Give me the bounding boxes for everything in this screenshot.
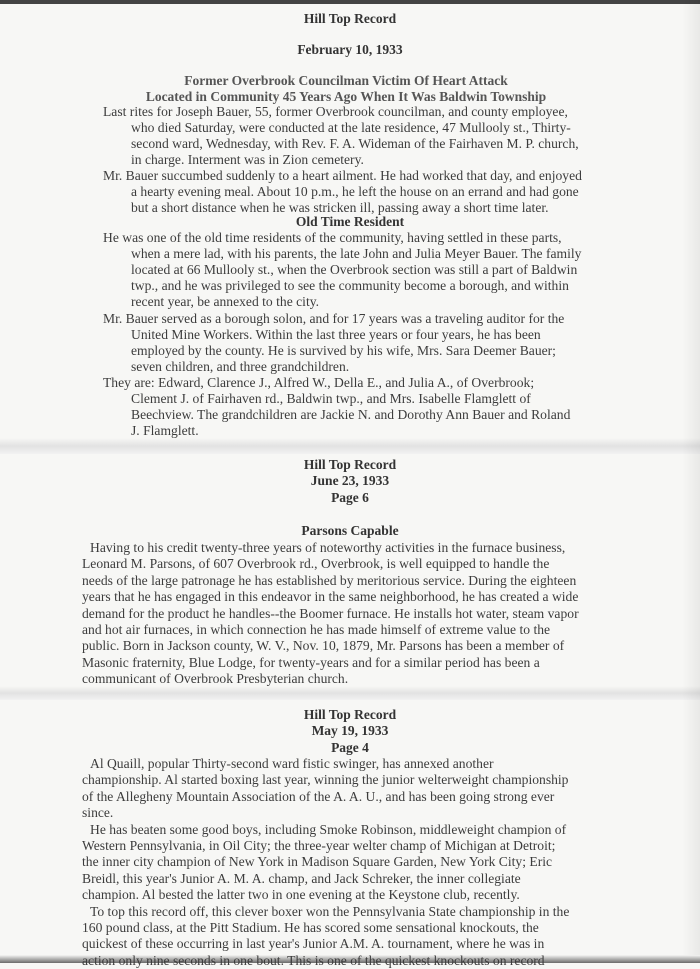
text-line: twp., and he was privileged to see the community become a borough, and within bbox=[131, 278, 569, 294]
text-line: when a mere lad, with his parents, the late John and Julia Meyer Bauer. The family bbox=[131, 246, 582, 262]
scan-top-edge bbox=[0, 0, 700, 4]
text-line: demand for the product he handles--the Boomer furnace. He installs hot water, steam vapor bbox=[82, 605, 579, 621]
text-line: the inner city champion of New York in Madison Square Garden, New York City; Eric bbox=[82, 854, 553, 870]
text-line: second ward, Wednesday, with Rev. F. A. Wideman of the Fairhaven M. P. church, bbox=[131, 136, 579, 151]
text-line: Western Pennsylvania, in Oil City; the three-year welter champ of Michigan at Detroit; bbox=[82, 838, 556, 853]
text-line: public. Born in Jackson county, W. V., Nov. 10, 1879, Mr. Parsons has been a member of bbox=[82, 638, 565, 654]
article-date: February 10, 1933 bbox=[297, 42, 403, 57]
text-line: United Mine Workers. Within the last three years or four years, he has been bbox=[131, 326, 541, 342]
article-subheadline: Located in Community 45 Years Ago When It Was Baldwin Township bbox=[145, 89, 547, 104]
text-line: Masonic fraternity, Blue Lodge, for twenty-years and for a similar period has been a bbox=[82, 654, 540, 670]
text-line: of the Allegheny Mountain Association of the A. A. U., and has been going strong ever bbox=[82, 788, 555, 804]
page-fold-divider bbox=[0, 438, 700, 454]
text-line: He was one of the old time residents of the community, having settled in these parts, bbox=[103, 230, 562, 245]
text-line: Having to his credit twenty-three years of noteworthy activities in the furnace business, bbox=[90, 540, 566, 555]
text-line: communicant of Overbrook Presbyterian church. bbox=[82, 671, 349, 687]
newspaper-name: Hill Top Record bbox=[303, 707, 397, 722]
text-line: To top this record off, this clever boxer won the Pennsylvania State championship in the bbox=[90, 903, 570, 919]
text-line: needs of the large patronage he has established by meritorious service. During the eighteen bbox=[82, 572, 577, 588]
text-line: He has beaten some good boys, including Smoke Robinson, middleweight champion of bbox=[90, 821, 567, 837]
text-line: who died Saturday, were conducted at the late residence, 47 Mullooly st., Thirty- bbox=[131, 120, 571, 135]
text-line: They are: Edward, Clarence J., Alfred W., Della E., and Julia A., of Overbrook; bbox=[103, 374, 535, 390]
text-line: located at 66 Mullooly st., when the Overbrook section was still a part of Baldwin bbox=[131, 262, 578, 278]
text-line: Leonard M. Parsons, of 607 Overbrook rd., Overbrook, is well equipped to handle the bbox=[82, 556, 550, 572]
text-line: years that he has engaged in this endeavor in the same neighborhood, he has created a wide bbox=[82, 589, 579, 605]
text-line: Al Quaill, popular Thirty-second ward fistic swinger, has annexed another bbox=[90, 756, 494, 771]
page-fold-divider bbox=[0, 686, 700, 700]
article-date: May 19, 1933 bbox=[311, 723, 389, 738]
text-line: but a short distance when he was stricken ill, passing away a short time later. bbox=[131, 200, 549, 215]
text-line: and hot air furnaces, in which connection he has made himself of extreme value to the bbox=[82, 622, 551, 637]
text-line: 160 pound class, at the Pitt Stadium. He has scored some sensational knockouts, the bbox=[82, 920, 539, 935]
text-line: championship. Al started boxing last year, winning the junior welterweight championship bbox=[82, 772, 569, 788]
text-line: in charge. Interment was in Zion cemetery. bbox=[131, 152, 364, 167]
text-line: recent year, be annexed to the city. bbox=[131, 294, 320, 310]
text-line: Mr. Bauer served as a borough solon, and for 17 years was a traveling auditor for the bbox=[103, 310, 565, 326]
text-line: quickest of these occurring in last year's Junior A.M. A. tournament, where he was in bbox=[82, 936, 545, 952]
text-line: since. bbox=[82, 805, 114, 821]
text-line: Beechview. The grandchildren are Jackie N. and Dorothy Ann Bauer and Roland bbox=[131, 407, 571, 423]
article-headline: Former Overbrook Councilman Victim Of Heart Attack bbox=[184, 73, 508, 88]
article-page: Page 6 bbox=[331, 490, 369, 505]
text-line: Mr. Bauer succumbed suddenly to a heart ailment. He had worked that day, and enjoyed bbox=[103, 168, 582, 183]
text-line: a hearty evening meal. About 10 p.m., he left the house on an errand and had gone bbox=[131, 184, 579, 199]
text-line: Last rites for Joseph Bauer, 55, former Overbrook councilman, and county employee, bbox=[103, 104, 568, 119]
text-line: seven children, and three grandchildren. bbox=[131, 358, 350, 374]
article-headline: Parsons Capable bbox=[301, 523, 399, 538]
text-line: Breidl, this year's Junior A. M. A. champ, and Jack Schreker, the inner collegiate bbox=[82, 870, 521, 886]
text-line: Clement J. of Fairhaven rd., Baldwin twp., and Mrs. Isabelle Flamglett of bbox=[131, 391, 531, 406]
text-line: employed by the county. He is survived by his wife, Mrs. Sara Deemer Bauer; bbox=[131, 342, 556, 358]
text-line: J. Flamglett. bbox=[131, 423, 199, 439]
article-date: June 23, 1933 bbox=[310, 473, 390, 488]
section-subheading: Old Time Resident bbox=[295, 214, 405, 229]
newspaper-name: Hill Top Record bbox=[303, 11, 397, 26]
text-line: champion. Al bested the latter two in one evening at the Keystone club, recently. bbox=[82, 887, 520, 903]
text-line: action only nine seconds in one bout. This is one of the quickest knockouts on record bbox=[82, 952, 545, 968]
newspaper-name: Hill Top Record bbox=[303, 457, 397, 472]
article-page: Page 4 bbox=[331, 740, 369, 755]
